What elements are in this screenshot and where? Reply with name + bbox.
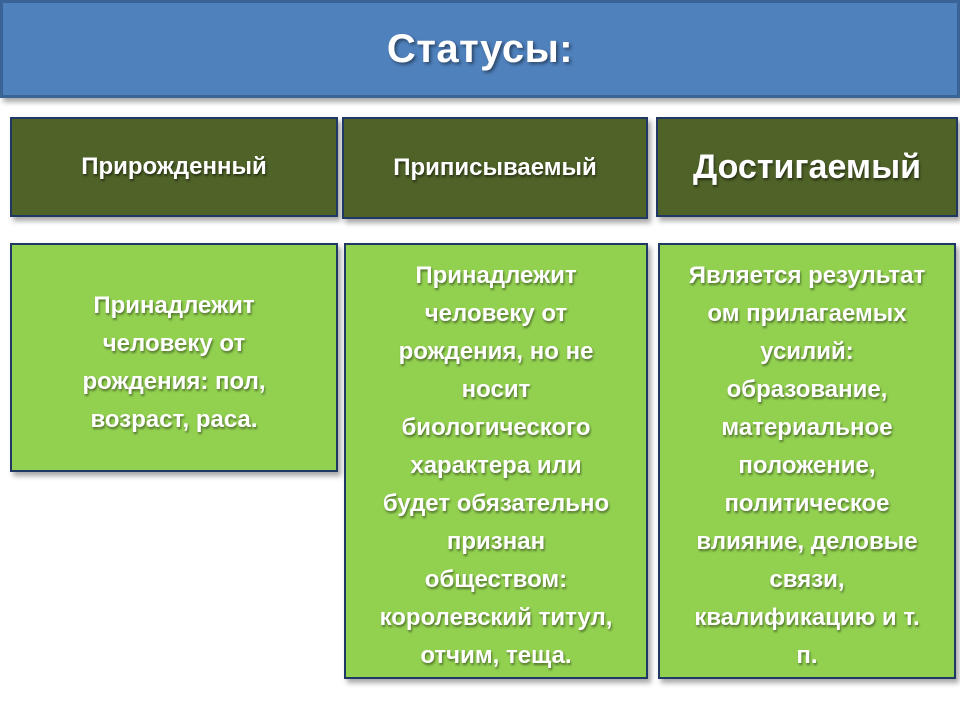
body-text-ascribed: Принадлежит человеку от рождения, но не носит биологического характера или будет обязательно признан обществом: королевский титул, отчим, теща. <box>379 262 613 669</box>
body-text-achieved: Является результат ом прилагаемых усилий: образование, материальное положение, политическое влияние, деловые связи, квалификацию и т. п. <box>688 262 926 669</box>
heading-ascribed: Приписываемый <box>393 154 597 181</box>
heading-box-ascribed <box>342 117 648 219</box>
body-box-ascribed <box>344 243 648 679</box>
slide-title: Статусы: <box>386 26 574 71</box>
body-text-innate: Принадлежит человеку от рождения: пол, возраст, раса. <box>82 292 266 433</box>
heading-innate: Прирожденный <box>81 153 267 180</box>
body-box-achieved <box>658 243 956 679</box>
heading-achieved: Достигаемый <box>692 147 922 186</box>
title-bar <box>0 0 960 98</box>
heading-box-achieved <box>656 117 958 217</box>
body-box-innate <box>10 243 338 472</box>
heading-box-innate <box>10 117 338 217</box>
